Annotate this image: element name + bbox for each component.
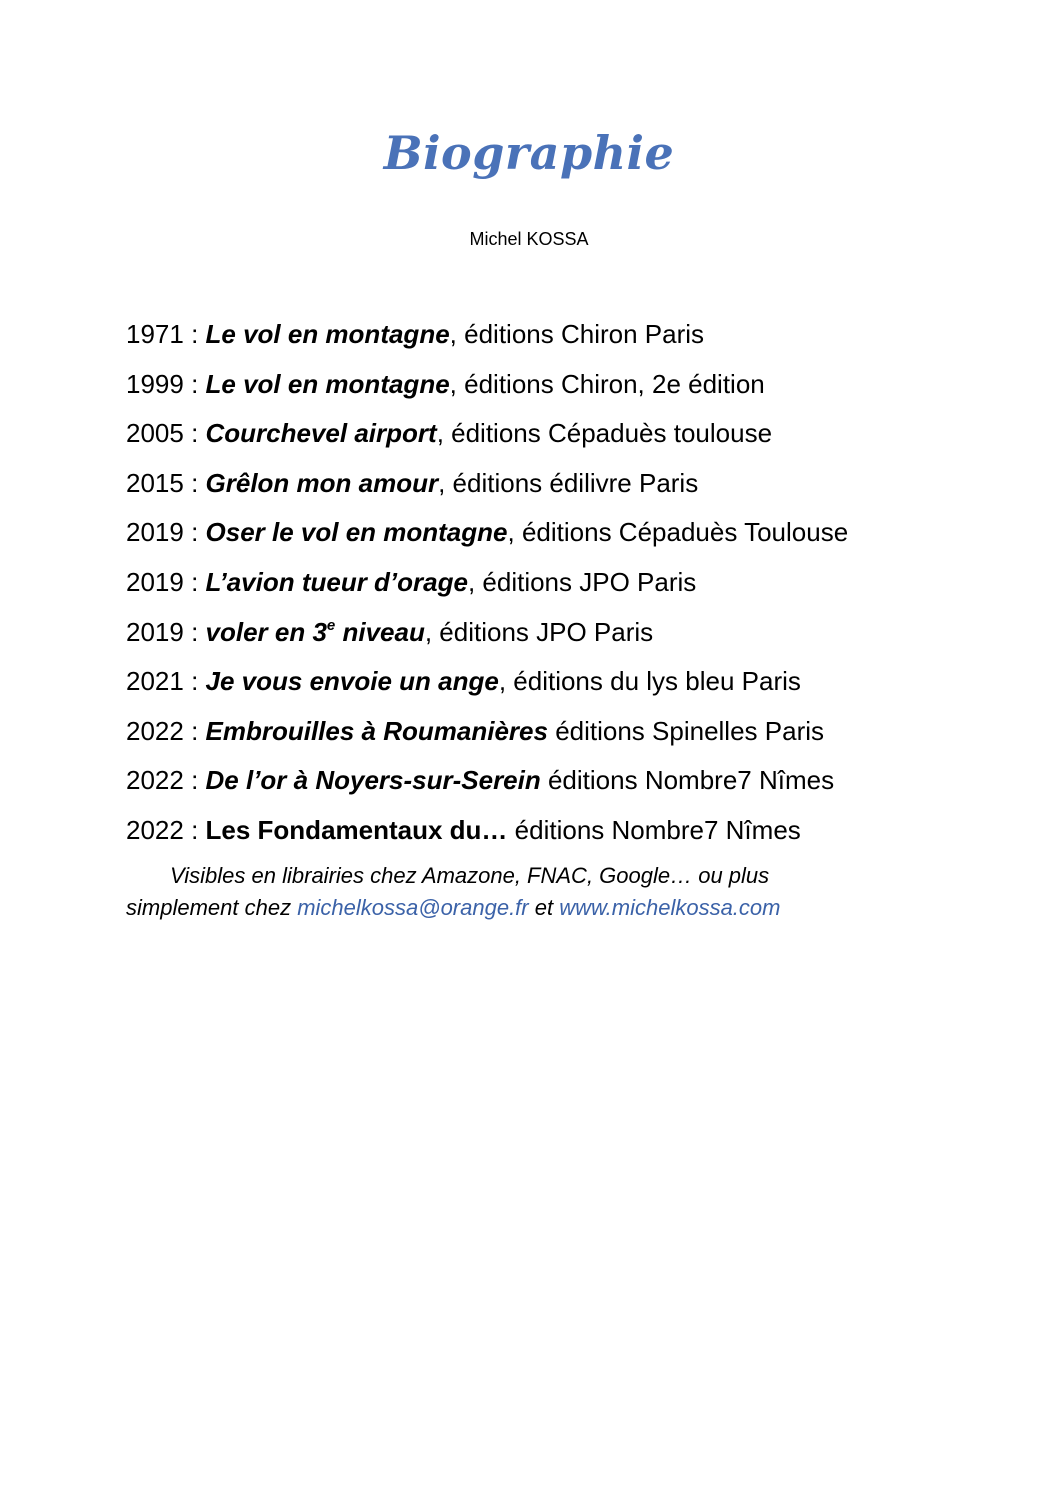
entry-year: 2022 [126,765,184,796]
list-item [126,710,1006,760]
entry-year: 2015 [126,467,184,498]
entry-publisher: , éditions JPO Paris [424,616,654,647]
entry-publisher: , éditions Chiron Paris [449,319,705,349]
list-item [126,660,1006,710]
entry-separator: : [183,765,206,796]
entry-publisher: , éditions JPO Paris [467,566,697,597]
entry-publisher: éditions Spinelles Paris [547,715,825,746]
entry-title: Oser le vol en montagne [205,517,508,548]
entry-title-part: voler en 3 [205,616,327,647]
entry-title: De l’or à Noyers-sur-Serein [205,765,541,796]
entry-year: 2005 [126,418,184,449]
entry-title: L’avion tueur d’orage [205,566,468,597]
list-item [126,412,1006,462]
entry-title [206,617,425,647]
entry-year: 1971 [126,319,184,349]
entry-year: 2022 [126,715,184,746]
page-title: Biographie [383,126,675,180]
list-item [126,511,1006,561]
entry-publisher: éditions Nombre7 Nîmes [540,765,835,796]
contact-prefix: simplement chez [126,895,298,920]
entry-separator: : [183,319,206,349]
entry-title: Le vol en montagne [205,319,450,349]
entry-separator: : [183,666,206,697]
list-item [126,561,1006,611]
entry-separator: : [183,467,206,498]
entry-separator: : [183,368,206,399]
entry-publisher: éditions Nombre7 Nîmes [507,814,801,845]
email-link[interactable]: michelkossa@orange.fr [297,895,529,920]
entry-year: 2019 [126,517,184,548]
website-link[interactable]: www.michelkossa.com [559,895,781,920]
entry-year: 2019 [126,616,184,647]
entry-year: 2019 [126,566,184,597]
entry-title: Je vous envoie un ange [205,666,499,697]
list-item [126,809,1006,859]
entry-title: Le vol en montagne [205,368,450,399]
list-item [126,462,1006,512]
entry-separator: : [183,418,206,449]
entry-year: 2022 [126,814,184,845]
bibliography-list [126,313,1006,859]
entry-title: Embrouilles à Roumanières [205,715,548,746]
entry-publisher: , éditions édilivre Paris [438,467,699,498]
entry-separator: : [183,616,206,647]
entry-separator: : [183,814,206,845]
entry-title: Courchevel airport [205,418,437,449]
list-item [126,313,1006,363]
author-name: Michel KOSSA [469,229,589,249]
entry-publisher: , éditions Cépaduès toulouse [436,418,773,449]
entry-publisher: , éditions du lys bleu Paris [498,666,801,697]
list-item [126,363,1006,413]
availability-note [126,860,780,924]
contact-line [126,892,780,924]
entry-title: Les Fondamentaux du… [205,814,508,845]
entry-title: Grêlon mon amour [205,467,439,498]
list-item [126,611,1006,661]
availability-line: Visibles en librairies chez Amazone, FNAC, Google… ou plus [170,863,770,888]
entry-year: 1999 [126,368,184,399]
entry-separator: : [183,517,206,548]
entry-title-part: niveau [335,616,425,647]
contact-connector: et [528,895,560,920]
entry-year: 2021 [126,666,184,697]
entry-publisher: , éditions Chiron, 2e édition [449,368,765,399]
entry-publisher: , éditions Cépaduès Toulouse [507,517,849,548]
entry-separator: : [183,566,206,597]
entry-title-superscript: e [326,616,336,634]
entry-separator: : [183,715,206,746]
list-item [126,759,1006,809]
